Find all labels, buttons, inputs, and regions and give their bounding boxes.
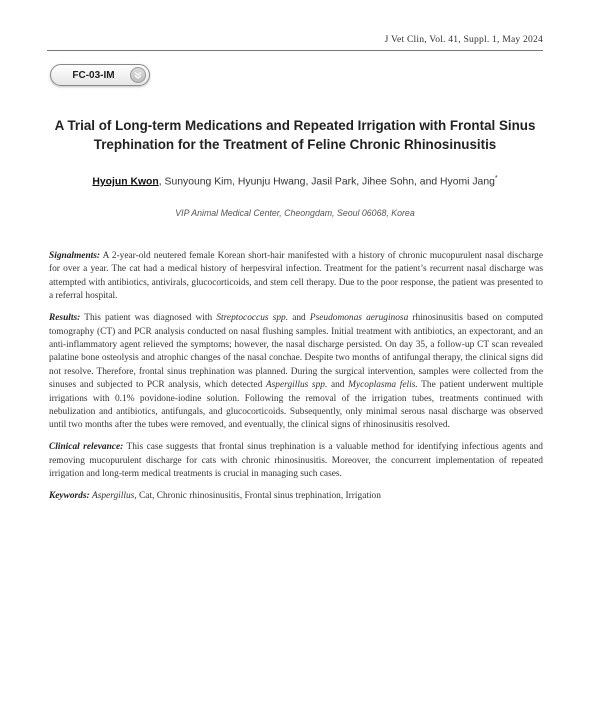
organism-name: Aspergillus spp.: [265, 380, 328, 391]
signalments-section: [49, 250, 543, 304]
organism-name: Streptococcus spp.: [216, 313, 289, 324]
results-text: and: [288, 313, 310, 324]
keywords-section: [49, 490, 543, 503]
affiliation: VIP Animal Medical Center, Cheongdam, Seoul 06068, Korea: [175, 208, 415, 218]
journal-header: J Vet Clin, Vol. 41, Suppl. 1, May 2024: [384, 34, 543, 45]
signalments-label: Signalments:: [49, 251, 101, 261]
results-text: and: [327, 380, 349, 391]
clinical-relevance-label: Clinical relevance:: [49, 442, 124, 453]
results-label: Results:: [49, 313, 81, 324]
title-line-2: Trephination for the Treatment of Feline Chronic Rhinosinusitis: [93, 137, 497, 152]
clinical-relevance-text: This case suggests that frontal sinus trephination is a valuable method for identifying infectious agents and removing mucopurulent discharge for cats with chronic rhinosinusitis. Moreover, the concurrent implementation of repeated irrigation and long-term medical treatments is crucial in managing such cases.: [49, 442, 543, 480]
author-list: [40, 175, 550, 187]
header-rule: [47, 50, 543, 51]
results-text: The patient underwent multiple irrigations with 0.1% povidone-iodine solution. Following the removal of the irrigation tubes, treatments continued with nebulization and antibiotics, antifungals, and glucocorticoids. Subsequently, only minimal serous nasal discharge was observed until two months after the tubes were removed, and eventually, the clinical signs of rhinosinusitis resolved.: [49, 380, 544, 431]
clinical-relevance-section: [49, 441, 543, 481]
presenting-author: Hyojun Kwon: [92, 176, 159, 188]
corresponding-mark: *: [494, 175, 498, 182]
signalments-text: A 2-year-old neutered female Korean short-hair manifested with a history of chronic mucopurulent nasal discharge for over a year. The cat had a medical history of herpesviral infection. Treatment for the patient’s recurrent nasal discharge was attempted with antibiotics, antivirals, glucocorticoids, and stem cell therapy. Due to the poor response, the patient was presented to a referral hospital.: [49, 251, 543, 302]
chevron-down-icon: [130, 67, 146, 83]
results-text: This patient was diagnosed with: [80, 313, 217, 324]
keywords-rest: , Cat, Chronic rhinosinusitis, Frontal sinus trephination, Irrigation: [134, 491, 381, 501]
abstract-body: [49, 250, 543, 512]
abstract-code-badge[interactable]: [50, 64, 150, 86]
title-line-1: A Trial of Long-term Medications and Repeated Irrigation with Frontal Sinus: [54, 118, 536, 133]
organism-name: Mycoplasma felis.: [348, 380, 418, 391]
organism-name: Pseudomonas aeruginosa: [309, 313, 409, 324]
keywords-label: Keywords:: [49, 491, 90, 501]
paper-title: [40, 116, 550, 154]
keyword-first: Aspergillus: [91, 491, 135, 501]
co-authors: , Sunyoung Kim, Hyunju Hwang, Jasil Park, Jihee Sohn, and Hyomi Jang: [158, 176, 495, 188]
results-section: [49, 312, 543, 433]
results-text: rhinosinusitis based on computed tomography (CT) and PCR analysis conducted on nasal flushing samples. Initial treatment with antibiotics, an expectorant, and an anti-inflammatory agent relieved the symptoms; however, the nasal discharge persisted. On day 35, a follow-up CT scan revealed palatine bone osteolysis and atrophic changes of the nasal conchae. Despite two months of antifungal therapy, the clinical signs did not resolve. Therefore, frontal sinus trephination was planned. During the surgical intervention, samples were collected from the sinuses and subjected to PCR analysis, which detected: [49, 313, 543, 391]
abstract-code: FC-03-IM: [72, 69, 115, 81]
